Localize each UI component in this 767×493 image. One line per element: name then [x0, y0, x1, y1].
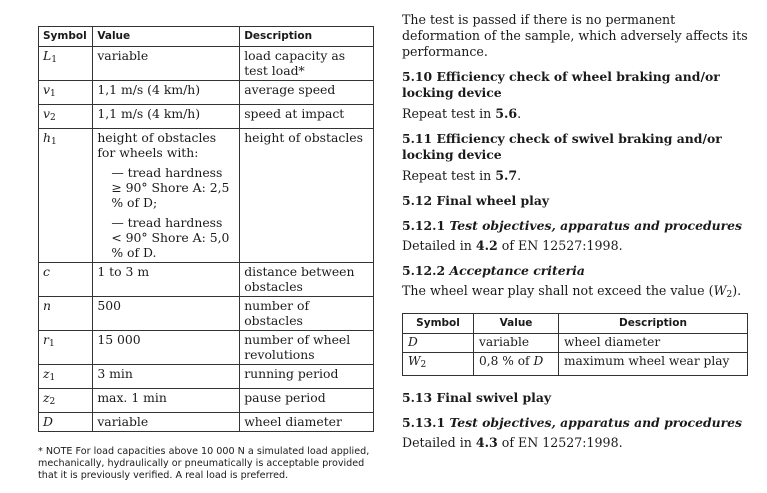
value-cell: 1,1 m/s (4 km/h) — [93, 105, 240, 129]
value-cell: 1 to 3 m — [93, 263, 240, 297]
heading-5-10: 5.10 Efficiency check of wheel braking and/or locking device — [402, 69, 720, 100]
description-cell: average speed — [240, 81, 374, 105]
description-cell: running period — [240, 365, 374, 389]
symbol-cell: $z_1$ — [39, 365, 93, 389]
table-header-row — [403, 314, 748, 334]
table-row — [39, 297, 374, 331]
symbol-cell: c — [39, 263, 93, 297]
description-cell: height of obstacles — [240, 129, 374, 263]
symbol-cell: D — [403, 334, 474, 353]
parameters-table — [38, 26, 374, 432]
description-cell: maximum wheel wear play — [559, 353, 748, 376]
table-row — [403, 334, 748, 353]
paragraph-test-passed: The test is passed if there is no permanent deformation of the sample, which adversely affects its performance. — [402, 12, 748, 59]
value-cell: 3 min — [93, 365, 240, 389]
table-row — [39, 47, 374, 81]
symbol-cell: $v_1$ — [39, 81, 93, 105]
column-header-symbol: Symbol — [39, 27, 93, 47]
column-header-symbol: Symbol — [403, 314, 474, 334]
heading-5-12-1: 5.12.1 Test objectives, apparatus and procedures — [402, 218, 743, 233]
footnote: * NOTE For load capacities above 10 000 N a simulated load applied, mechanically, hydraulically or pneumatically is acceptable provided that it is previously verified. A real load is preferred. — [38, 446, 370, 481]
right-column — [402, 12, 754, 451]
description-cell: pause period — [240, 389, 374, 413]
description-cell: distance between obstacles — [240, 263, 374, 297]
value-text: height of obstacles for wheels with: — [97, 130, 217, 160]
description-cell: wheel diameter — [240, 413, 374, 432]
paragraph-5-11: Repeat test in 5.7. — [402, 168, 522, 183]
table-row — [39, 365, 374, 389]
table-row — [39, 81, 374, 105]
description-cell: number of wheel revolutions — [240, 331, 374, 365]
column-header-description: Description — [240, 27, 374, 47]
column-header-value: Value — [474, 314, 559, 334]
paragraph-5-13-1: Detailed in 4.3 of EN 12527:1998. — [402, 435, 623, 450]
description-cell: load capacity as test load* — [240, 47, 374, 81]
heading-5-12: 5.12 Final wheel play — [402, 193, 550, 208]
heading-5-12-2: 5.12.2 Acceptance criteria — [402, 263, 585, 278]
symbol-cell: n — [39, 297, 93, 331]
value-cell: variable — [474, 334, 559, 353]
value-cell — [93, 129, 240, 263]
description-cell: wheel diameter — [559, 334, 748, 353]
symbol-cell: $W_2$ — [403, 353, 474, 376]
paragraph-5-12-1: Detailed in 4.2 of EN 12527:1998. — [402, 238, 623, 253]
value-cell: variable — [93, 413, 240, 432]
value-list-item: — tread hardness < 90° Shore A: 5,0 % of D. — [111, 215, 230, 260]
table-row — [39, 105, 374, 129]
value-cell: 0,8 % of D — [474, 353, 559, 376]
column-header-description: Description — [559, 314, 748, 334]
paragraph-5-12-2: The wheel wear play shall not exceed the value $(W_2)$. — [402, 283, 742, 300]
heading-5-11: 5.11 Efficiency check of swivel braking and/or locking device — [402, 131, 722, 162]
symbol-cell: $z_2$ — [39, 389, 93, 413]
table-row — [39, 413, 374, 432]
value-cell: max. 1 min — [93, 389, 240, 413]
table-row — [39, 389, 374, 413]
heading-5-13-1: 5.13.1 Test objectives, apparatus and procedures — [402, 415, 743, 430]
symbol-cell: $r_1$ — [39, 331, 93, 365]
value-cell: 15 000 — [93, 331, 240, 365]
symbol-cell: D — [39, 413, 93, 432]
table-row — [39, 129, 374, 263]
symbol-cell: $h_1$ — [39, 129, 93, 263]
description-cell: number of obstacles — [240, 297, 374, 331]
wear-play-table — [402, 313, 748, 376]
value-cell: 500 — [93, 297, 240, 331]
heading-5-13: 5.13 Final swivel play — [402, 390, 552, 405]
table-row — [39, 263, 374, 297]
value-cell: variable — [93, 47, 240, 81]
column-header-value: Value — [93, 27, 240, 47]
symbol-cell: $L_1$ — [39, 47, 93, 81]
table-header-row — [39, 27, 374, 47]
parameters-table-region — [38, 26, 374, 432]
value-cell: 1,1 m/s (4 km/h) — [93, 81, 240, 105]
table-row — [39, 331, 374, 365]
value-list-item: — tread hardness ≥ 90° Shore A: 2,5 % of D; — [111, 165, 230, 210]
paragraph-5-10: Repeat test in 5.6. — [402, 106, 522, 121]
symbol-cell: $v_2$ — [39, 105, 93, 129]
table-row — [403, 353, 748, 376]
description-cell: speed at impact — [240, 105, 374, 129]
